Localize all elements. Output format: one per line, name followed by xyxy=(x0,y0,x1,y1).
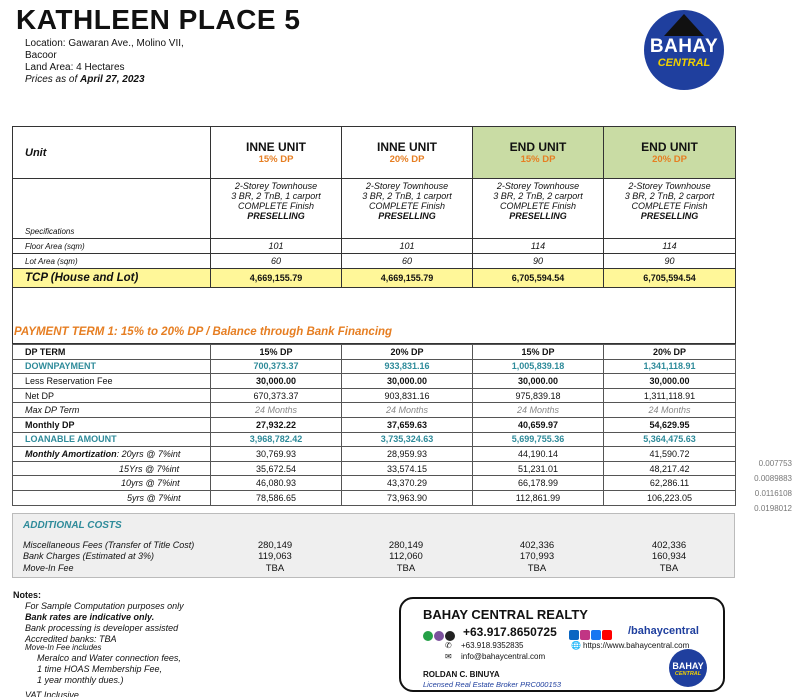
tcp-value: 6,705,594.54 xyxy=(604,269,736,288)
unit-col-3 xyxy=(473,127,604,179)
unit-col-1 xyxy=(211,127,342,179)
mail-icon: ✉ xyxy=(445,652,452,661)
youtube-icon[interactable] xyxy=(602,630,612,640)
misc-fee-value: 280,149 xyxy=(257,540,293,551)
lot-area-value: 60 xyxy=(342,254,473,269)
facebook-icon[interactable] xyxy=(591,630,601,640)
specs-label: Specifications xyxy=(13,179,211,239)
unit-row-label: Unit xyxy=(13,127,211,179)
reservation-row xyxy=(13,374,736,389)
card-logo xyxy=(669,649,707,687)
downpayment-value: 933,831.16 xyxy=(342,359,473,374)
page-title: KATHLEEN PLACE 5 xyxy=(16,4,301,35)
lot-area-value: 90 xyxy=(473,254,604,269)
logo-word-1: BAHAY xyxy=(649,36,719,57)
company-name: BAHAY CENTRAL REALTY xyxy=(423,607,588,622)
amortization-value: 41,590.72 xyxy=(604,447,736,462)
tcp-value: 4,669,155.79 xyxy=(342,269,473,288)
unit-dp: 20% DP xyxy=(389,154,425,165)
globe-icon: 🌐 xyxy=(571,641,581,650)
reservation-label: Less Reservation Fee xyxy=(13,374,211,389)
viber-icon xyxy=(434,631,444,641)
monthly-dp-row xyxy=(13,417,736,432)
card-logo-word-2: CENTRAL xyxy=(674,671,702,677)
floor-area-value: 114 xyxy=(473,239,604,254)
max-dp-row xyxy=(13,403,736,418)
amortization-value: 43,370.29 xyxy=(342,476,473,491)
note-line: For Sample Computation purposes only xyxy=(25,601,184,611)
house-roof-icon xyxy=(664,14,704,36)
max-dp-value: 24 Months xyxy=(473,403,604,418)
loanable-label: LOANABLE AMOUNT xyxy=(13,432,211,447)
dp-term-label: DP TERM xyxy=(13,345,211,360)
amortization-value: 106,223.05 xyxy=(604,490,736,505)
note-line: 1 time HOAS Membership Fee, xyxy=(37,664,163,674)
dp-term-value: 15% DP xyxy=(211,345,342,360)
phone-icon xyxy=(445,631,455,641)
amortization-factor: 0.007753 xyxy=(758,459,792,468)
reservation-value: 30,000.00 xyxy=(473,374,604,389)
amortization-10-row xyxy=(13,476,736,491)
dp-term-row xyxy=(13,345,736,360)
monthly-dp-label: Monthly DP xyxy=(13,417,211,432)
net-dp-value: 975,839.18 xyxy=(473,388,604,403)
amortization-value: 73,963.90 xyxy=(342,490,473,505)
max-dp-value: 24 Months xyxy=(604,403,736,418)
amortization-factor: 0.0089883 xyxy=(754,474,792,483)
bank-charge-value: 119,063 xyxy=(258,551,292,562)
amortization-value: 44,190.14 xyxy=(473,447,604,462)
amortization-factor: 0.0198012 xyxy=(754,504,792,513)
payment-term-title: PAYMENT TERM 1: 15% to 20% DP / Balance through Bank Financing xyxy=(14,326,393,338)
dp-term-value: 20% DP xyxy=(604,345,736,360)
unit-col-4 xyxy=(604,127,736,179)
amortization-15-row xyxy=(13,461,736,476)
amortization-20-label: Monthly Amortization: 20yrs @ 7%int xyxy=(13,447,211,462)
unit-dp: 15% DP xyxy=(258,154,294,165)
loanable-value: 5,699,755.36 xyxy=(473,432,604,447)
contact-card xyxy=(399,597,725,692)
dp-term-value: 20% DP xyxy=(342,345,473,360)
floor-area-value: 114 xyxy=(604,239,736,254)
primary-phone[interactable]: +63.917.8650725 xyxy=(463,625,557,639)
additional-costs-section xyxy=(12,513,735,578)
whatsapp-icon xyxy=(423,631,433,641)
unit-col-2 xyxy=(342,127,473,179)
net-dp-value: 903,831.16 xyxy=(342,388,473,403)
unit-name: END UNIT xyxy=(509,140,567,154)
note-line: Bank processing is developer assisted xyxy=(25,623,179,633)
note-line: 1 year monthly dues.) xyxy=(37,675,124,685)
move-in-value: TBA xyxy=(396,563,416,574)
broker-license: Licensed Real Estate Broker PRC000153 xyxy=(423,680,561,689)
amortization-20-row xyxy=(13,447,736,462)
unit-dp: 20% DP xyxy=(652,154,687,165)
unit-pricing-table xyxy=(12,126,736,344)
amortization-10-label: 10yrs @ 7%int xyxy=(13,476,211,491)
monthly-dp-value: 27,932.22 xyxy=(211,417,342,432)
project-info xyxy=(25,38,184,86)
reservation-value: 30,000.00 xyxy=(211,374,342,389)
lot-area-value: 60 xyxy=(211,254,342,269)
payment-table xyxy=(12,344,736,506)
net-dp-row xyxy=(13,388,736,403)
downpayment-value: 1,005,839.18 xyxy=(473,359,604,374)
reservation-value: 30,000.00 xyxy=(342,374,473,389)
logo-word-2: CENTRAL xyxy=(657,57,711,69)
max-dp-value: 24 Months xyxy=(211,403,342,418)
website-link[interactable]: https://www.bahaycentral.com xyxy=(583,641,690,650)
misc-fee-value: 402,336 xyxy=(519,540,555,551)
move-in-label: Move-In Fee xyxy=(23,563,74,573)
monthly-dp-value: 54,629.95 xyxy=(604,417,736,432)
net-dp-value: 670,373.37 xyxy=(211,388,342,403)
floor-area-value: 101 xyxy=(342,239,473,254)
amortization-value: 62,286.11 xyxy=(604,476,736,491)
downpayment-label: DOWNPAYMENT xyxy=(13,359,211,374)
notes-section xyxy=(13,590,184,697)
amortization-value: 112,861.99 xyxy=(473,490,604,505)
amortization-value: 33,574.15 xyxy=(342,461,473,476)
location-line-1: Location: Gawaran Ave., Molino VII, xyxy=(25,38,184,49)
spec-cell: 2-Storey Townhouse 3 BR, 2 TnB, 2 carport COMPLETE Finish PRESELLING xyxy=(604,179,736,239)
misc-fee-value: 402,336 xyxy=(651,540,687,551)
phone-alt-icon: ✆ xyxy=(445,641,452,650)
lot-area-row xyxy=(13,254,736,269)
net-dp-value: 1,311,118.91 xyxy=(604,388,736,403)
unit-name: INNE UNIT xyxy=(377,140,437,154)
unit-name: END UNIT xyxy=(641,140,698,154)
instagram-icon[interactable] xyxy=(580,630,590,640)
prices-as-of xyxy=(25,74,184,86)
move-in-value: TBA xyxy=(527,563,547,574)
broker-name: ROLDAN C. BINUYA xyxy=(423,670,500,679)
loanable-value: 5,364,475.63 xyxy=(604,432,736,447)
misc-fee-value: 280,149 xyxy=(388,540,424,551)
amortization-value: 35,672.54 xyxy=(211,461,342,476)
linkedin-icon[interactable] xyxy=(569,630,579,640)
note-line: Accredited banks: TBA xyxy=(25,634,117,644)
note-line: Meralco and Water connection fees, xyxy=(37,653,181,663)
loanable-value: 3,968,782.42 xyxy=(211,432,342,447)
note-line: Bank rates are indicative only. xyxy=(25,612,155,622)
bahay-central-logo xyxy=(644,10,724,90)
dp-term-value: 15% DP xyxy=(473,345,604,360)
amortization-value: 78,586.65 xyxy=(211,490,342,505)
bank-charge-value: 160,934 xyxy=(651,551,687,562)
monthly-dp-value: 40,659.97 xyxy=(473,417,604,432)
amortization-value: 30,769.93 xyxy=(211,447,342,462)
note-line: VAT Inclusive xyxy=(25,690,79,697)
tcp-label: TCP (House and Lot) xyxy=(13,269,211,288)
land-area: Land Area: 4 Hectares xyxy=(25,62,125,73)
amortization-15-label: 15Yrs @ 7%int xyxy=(13,461,211,476)
amortization-value: 28,959.93 xyxy=(342,447,473,462)
spec-cell: 2-Storey Townhouse 3 BR, 2 TnB, 1 carport COMPLETE Finish PRESELLING xyxy=(211,179,342,239)
prices-date: April 27, 2023 xyxy=(80,74,145,85)
unit-header-row xyxy=(13,127,736,179)
specs-row xyxy=(13,179,736,239)
unit-dp: 15% DP xyxy=(520,154,556,165)
max-dp-value: 24 Months xyxy=(342,403,473,418)
amortization-5-row xyxy=(13,490,736,505)
floor-area-value: 101 xyxy=(211,239,342,254)
floor-area-row xyxy=(13,239,736,254)
lot-area-value: 90 xyxy=(604,254,736,269)
notes-heading: Notes: xyxy=(13,590,42,600)
max-dp-label: Max DP Term xyxy=(13,403,211,418)
move-in-value: TBA xyxy=(659,563,679,574)
prices-label: Prices as of xyxy=(25,74,78,85)
net-dp-label: Net DP xyxy=(13,388,211,403)
secondary-phone[interactable]: +63.918.9352835 xyxy=(461,641,524,650)
bank-charge-value: 170,993 xyxy=(519,551,555,562)
downpayment-value: 700,373.37 xyxy=(211,359,342,374)
tcp-value: 6,705,594.54 xyxy=(473,269,604,288)
spec-cell: 2-Storey Townhouse 3 BR, 2 TnB, 1 carport COMPLETE Finish PRESELLING xyxy=(342,179,473,239)
reservation-value: 30,000.00 xyxy=(604,374,736,389)
downpayment-value: 1,341,118.91 xyxy=(604,359,736,374)
misc-fees-label: Miscellaneous Fees (Transfer of Title Cost) xyxy=(23,540,195,550)
location-line-2: Bacoor xyxy=(25,50,57,61)
loanable-value: 3,735,324.63 xyxy=(342,432,473,447)
move-in-value: TBA xyxy=(265,563,285,574)
bank-charges-label: Bank Charges (Estimated at 3%) xyxy=(23,551,155,561)
loanable-row xyxy=(13,432,736,447)
lot-area-label: Lot Area (sqm) xyxy=(13,254,211,269)
tcp-row xyxy=(13,269,736,288)
amortization-value: 51,231.01 xyxy=(473,461,604,476)
tcp-value: 4,669,155.79 xyxy=(211,269,342,288)
email[interactable]: info@bahaycentral.com xyxy=(461,652,546,661)
note-line: Move-In Fee includes xyxy=(25,643,102,652)
amortization-factor: 0.0116108 xyxy=(754,489,792,498)
amortization-value: 48,217.42 xyxy=(604,461,736,476)
bank-charge-value: 112,060 xyxy=(389,551,423,562)
unit-name: INNE UNIT xyxy=(246,140,306,154)
spec-cell: 2-Storey Townhouse 3 BR, 2 TnB, 2 carport COMPLETE Finish PRESELLING xyxy=(473,179,604,239)
card-logo-word-1: BAHAY xyxy=(672,661,704,671)
amortization-value: 66,178.99 xyxy=(473,476,604,491)
social-handle[interactable]: /bahaycentral xyxy=(628,625,699,637)
downpayment-row xyxy=(13,359,736,374)
floor-area-label: Floor Area (sqm) xyxy=(13,239,211,254)
amortization-5-label: 5yrs @ 7%int xyxy=(13,490,211,505)
monthly-dp-value: 37,659.63 xyxy=(342,417,473,432)
additional-costs-title: ADDITIONAL COSTS xyxy=(23,520,122,531)
amortization-value: 46,080.93 xyxy=(211,476,342,491)
